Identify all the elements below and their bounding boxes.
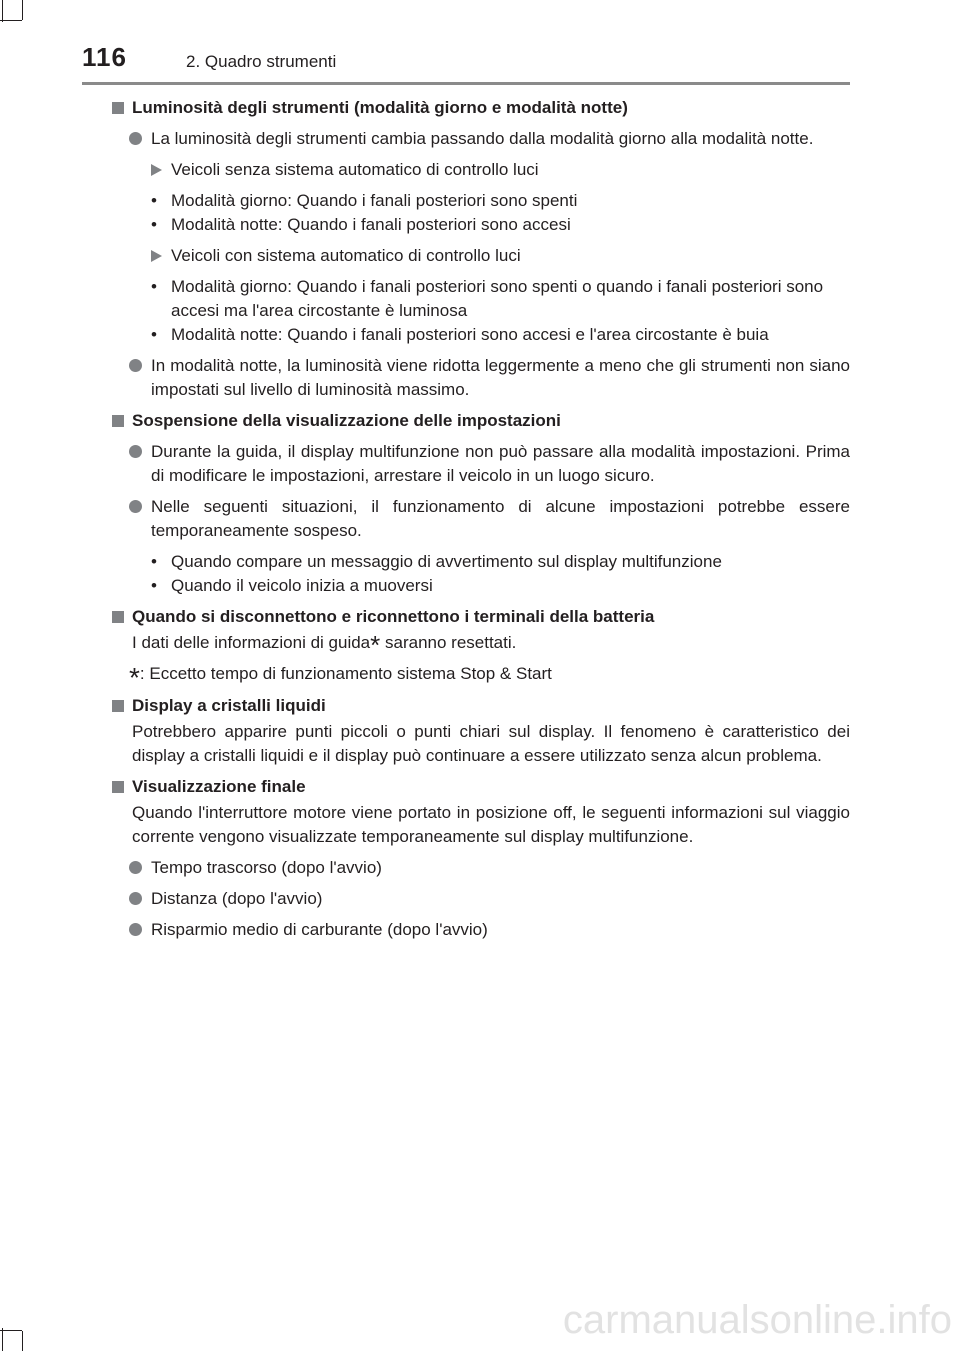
paragraph: Potrebbero apparire punti piccoli o punti chiari sul display. Il fenomeno è caratteristico dei display a cristalli liquidi e il display può continuare a essere utilizzato senza alcun problema. — [132, 722, 850, 765]
list-item: Distanza (dopo l'avvio) — [129, 887, 850, 911]
section-heading: Quando si disconnettono e riconnettono i terminali della batteria — [112, 605, 850, 629]
sub-item: • Quando il veicolo inizia a muoversi — [151, 576, 433, 595]
square-bullet-icon — [112, 611, 124, 623]
square-bullet-icon — [112, 415, 124, 427]
page-content — [112, 96, 850, 949]
crop-mark — [0, 20, 22, 21]
list-item: Durante la guida, il display multifunzione non può passare alla modalità impostazioni. Prima di modificare le impostazioni, arrestare il veicolo in un luogo sicuro. — [129, 440, 850, 488]
section-heading: Sospensione della visualizzazione delle impostazioni — [112, 409, 850, 433]
square-bullet-icon — [112, 700, 124, 712]
subheading: Veicoli con sistema automatico di controllo luci — [151, 244, 850, 268]
footnote: *: Eccetto tempo di funzionamento sistema Stop & Start — [129, 662, 552, 693]
crop-mark — [2, 0, 3, 22]
square-bullet-icon — [112, 102, 124, 114]
circle-bullet-icon — [129, 445, 142, 458]
circle-bullet-icon — [129, 861, 142, 874]
circle-bullet-icon — [129, 359, 142, 372]
sub-item: • Modalità giorno: Quando i fanali posteriori sono spenti — [151, 191, 578, 210]
page-number: 116 — [82, 42, 127, 72]
section-heading: Luminosità degli strumenti (modalità giorno e modalità notte) — [112, 96, 850, 120]
circle-bullet-icon — [129, 132, 142, 145]
watermark: carmanualsonline.info — [562, 1298, 952, 1342]
crop-mark — [0, 1330, 22, 1331]
sub-item: • Modalità notte: Quando i fanali posteriori sono accesi — [151, 215, 571, 234]
crop-mark — [22, 1331, 23, 1351]
circle-bullet-icon — [129, 500, 142, 513]
triangle-bullet-icon — [151, 250, 162, 262]
list-item: Risparmio medio di carburante (dopo l'avvio) — [129, 918, 850, 942]
paragraph: I dati delle informazioni di guida* saranno resettati. — [132, 630, 517, 660]
header-rule — [82, 82, 850, 85]
sub-item: • Quando compare un messaggio di avvertimento sul display multifunzione — [151, 552, 722, 571]
list-item: Tempo trascorso (dopo l'avvio) — [129, 856, 850, 880]
section-heading: Display a cristalli liquidi — [112, 694, 850, 718]
subheading: Veicoli senza sistema automatico di controllo luci — [151, 158, 850, 182]
asterisk-mark: * — [129, 662, 140, 693]
list-item: Nelle seguenti situazioni, il funzionamento di alcune impostazioni potrebbe essere temporaneamente sospeso. — [129, 495, 850, 543]
sub-item: • Modalità notte: Quando i fanali posteriori sono accesi e l'area circostante è buia — [151, 325, 769, 344]
crop-mark — [2, 1328, 3, 1351]
list-item: In modalità notte, la luminosità viene ridotta leggermente a meno che gli strumenti non siano impostati sul livello di luminosità massimo. — [129, 354, 850, 402]
circle-bullet-icon — [129, 892, 142, 905]
chapter-title: 2. Quadro strumenti — [186, 52, 337, 71]
sub-item: • Modalità giorno: Quando i fanali posteriori sono spenti o quando i fanali posteriori sono accesi ma l'area circostante è luminosa — [151, 277, 824, 320]
triangle-bullet-icon — [151, 164, 162, 176]
list-item: La luminosità degli strumenti cambia passando dalla modalità giorno alla modalità notte. — [129, 127, 850, 151]
section-heading: Visualizzazione finale — [112, 775, 850, 799]
circle-bullet-icon — [129, 923, 142, 936]
paragraph: Quando l'interruttore motore viene portato in posizione off, le seguenti informazioni sul viaggio corrente vengono visualizzate temporaneamente sul display multifunzione. — [132, 803, 850, 846]
crop-mark — [22, 0, 23, 20]
asterisk-mark: * — [370, 630, 381, 660]
square-bullet-icon — [112, 781, 124, 793]
